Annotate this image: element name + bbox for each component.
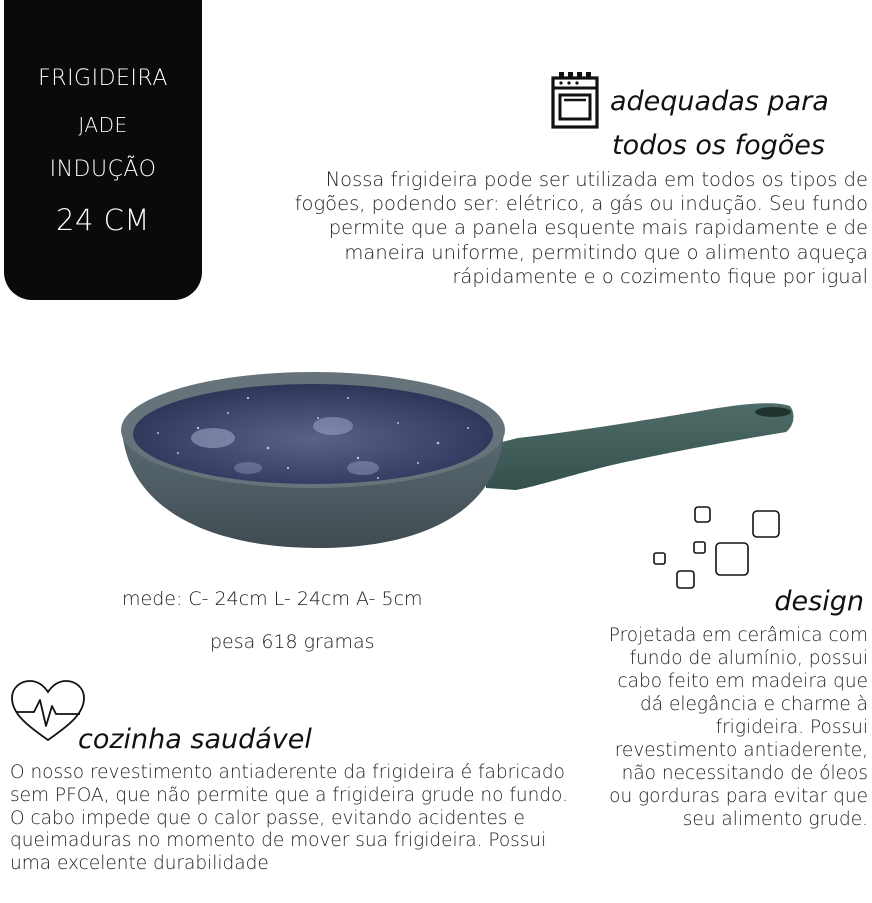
stoves-title-line2: todos os fogões [612,130,825,161]
tag-product-line: JADE [78,113,128,137]
product-measurements: mede: C- 24cm L- 24cm A- 5cm [122,588,423,610]
tag-product-name: FRIGIDEIRA [38,66,168,91]
design-title: design [774,586,864,617]
oven-icon [550,70,600,130]
stoves-title-line1: adequadas para [610,86,829,117]
design-description: Projetada em cerâmica com fundo de alumínio, possui cabo feito em madeira que dá elegância e charme à frigideira. Possui revestimento antiaderente, não necessitando de óleos ou gorduras para evitar que seu alimento grude. [608,625,868,830]
product-tag [4,0,202,300]
stoves-description: Nossa frigideira pode ser utilizada em todos os tipos de fogões, podendo ser: elétrico, a gás ou indução. Seu fundo permite que a panela esquente mais rapidamente e de maneira uniforme, permitindo que o alimento aqueça rápidamente e o cozimento fique por igual [294,168,868,288]
tag-product-size: 24 CM [56,203,150,237]
tag-product-type: INDUÇÃO [49,157,157,182]
product-weight: pesa 618 gramas [210,631,375,653]
squares-icon [650,505,785,595]
heart-pulse-icon [8,678,88,744]
health-description: O nosso revestimento antiaderente da frigideira é fabricado sem PFOA, que não permite que a frigideira grude no fundo. O cabo impede que o calor passe, evitando acidentes e queimaduras no momento de mover sua frigideira. Possui uma excelente durabilidade [10,762,568,875]
health-title: cozinha saudável [78,724,312,755]
